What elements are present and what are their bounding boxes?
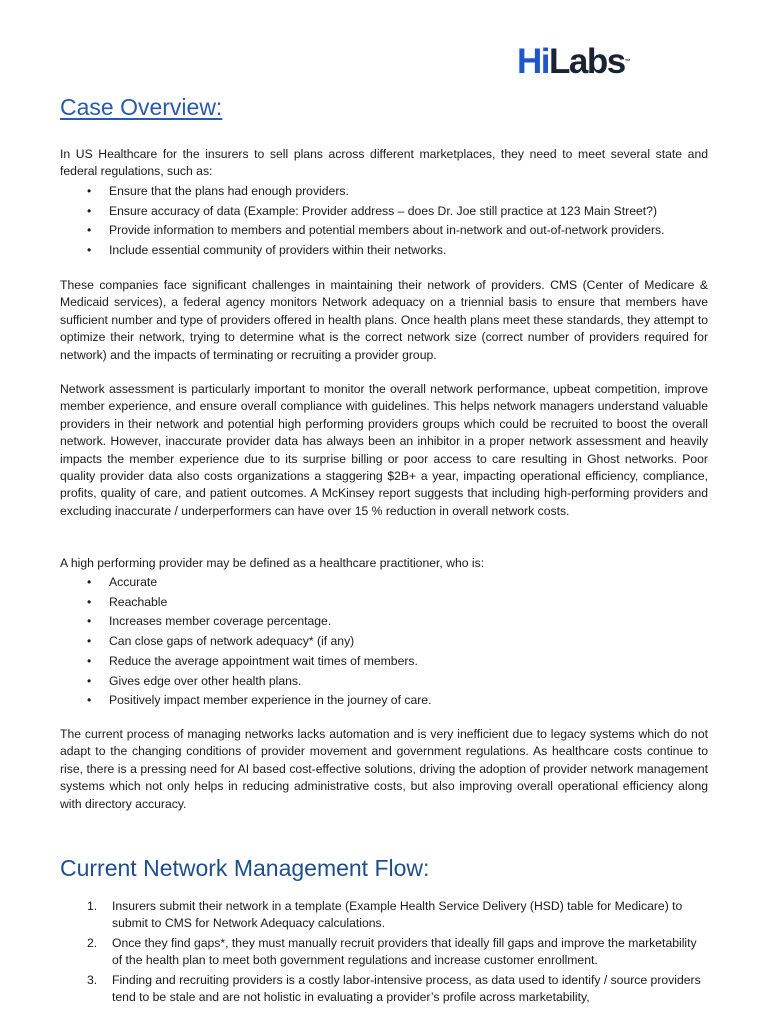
hilabs-logo bbox=[517, 42, 631, 82]
list-item: • Provide information to members and potential members about in-network and out-of-network providers. bbox=[60, 221, 720, 241]
network-flow-heading: Current Network Management Flow: bbox=[60, 855, 430, 881]
case-overview-heading: Case Overview: bbox=[60, 94, 223, 120]
list-item: • Include essential community of providers within their networks. bbox=[60, 241, 720, 261]
list-item: • Reduce the average appointment wait times of members. bbox=[60, 652, 720, 672]
step-text: Insurers submit their network in a template (Example Health Service Delivery (HSD) table for Medicare) to submit to CMS for Network Adequacy calculations. bbox=[112, 899, 683, 930]
provider-traits-list bbox=[60, 573, 720, 711]
list-item bbox=[60, 898, 710, 932]
challenges-paragraph: These companies face significant challenges in maintaining their network of providers. CMS (Center of Medicare & Medicaid services), a federal agency monitors Network adequacy on a triennial basis to ensure that members have sufficient number and type of providers offered in health plans. Once health plans meet these standards, they attempt to optimize their network, trying to determine what is the correct network size (correct number of providers required for network) and the impacts of terminating or recruiting a provider group. bbox=[60, 278, 708, 362]
logo-trademark: ™ bbox=[624, 59, 631, 65]
list-item: • Accurate bbox=[60, 573, 720, 593]
list-item: • Increases member coverage percentage. bbox=[60, 612, 720, 632]
list-item: • Can close gaps of network adequacy* (if any) bbox=[60, 632, 720, 652]
flow-steps-list bbox=[60, 898, 710, 1009]
assessment-paragraph: Network assessment is particularly important to monitor the overall network performance, upbeat competition, improve member experience, and ensure overall compliance with guidelines. This helps network managers understand valuable providers in their network and potential high performing providers groups which could be recruited to boost the overall network. However, inaccurate provider data has always been an inhibitor in a proper network assessment and heavily impacts the member experience due to its surprise billing or poor access to care resulting in Ghost networks. Poor quality provider data also costs organizations a staggering $2B+ a year, impacting operational efficiency, compliance, profits, quality of care, and patient outcomes. A McKinsey report suggests that including high-performing providers and excluding inaccurate / underperformers can have over 15 % reduction in overall network costs. bbox=[60, 382, 708, 518]
list-item bbox=[60, 935, 710, 969]
intro-paragraph: In US Healthcare for the insurers to sell plans across different marketplaces, they need to meet several state and federal regulations, such as: bbox=[60, 147, 708, 179]
list-item: • Ensure that the plans had enough providers. bbox=[60, 182, 720, 202]
logo-hi: Hi bbox=[517, 42, 549, 81]
logo-labs: Labs bbox=[549, 42, 625, 81]
provider-intro-paragraph: A high performing provider may be defined as a healthcare practitioner, who is: bbox=[60, 556, 485, 570]
step-text: Once they find gaps*, they must manually recruit providers that ideally fill gaps and improve the marketability of the health plan to meet both government regulations and increase customer enrollment. bbox=[112, 936, 697, 967]
regulations-list bbox=[60, 182, 720, 261]
current-process-paragraph: The current process of managing networks lacks automation and is very inefficient due to legacy systems which do not adapt to the changing conditions of provider movement and government regulations. As healthcare costs continue to rise, there is a pressing need for AI based cost-effective solutions, driving the adoption of provider network management systems which not only helps in reducing administrative costs, but also improving overall operational efficiency along with directory accuracy. bbox=[60, 727, 708, 811]
list-item: • Reachable bbox=[60, 593, 720, 613]
list-item: • Positively impact member experience in the journey of care. bbox=[60, 691, 720, 711]
step-number: 3. bbox=[87, 973, 98, 987]
step-text: Finding and recruiting providers is a costly labor-intensive process, as data used to identify / source providers tend to be stale and are not holistic in evaluating a provider’s profile across marketability, bbox=[112, 973, 701, 1004]
list-item bbox=[60, 972, 710, 1006]
step-number: 2. bbox=[87, 936, 98, 950]
step-number: 1. bbox=[87, 899, 98, 913]
list-item: • Gives edge over other health plans. bbox=[60, 672, 720, 692]
list-item: • Ensure accuracy of data (Example: Provider address – does Dr. Joe still practice at 123 Main Street?) bbox=[60, 202, 720, 222]
